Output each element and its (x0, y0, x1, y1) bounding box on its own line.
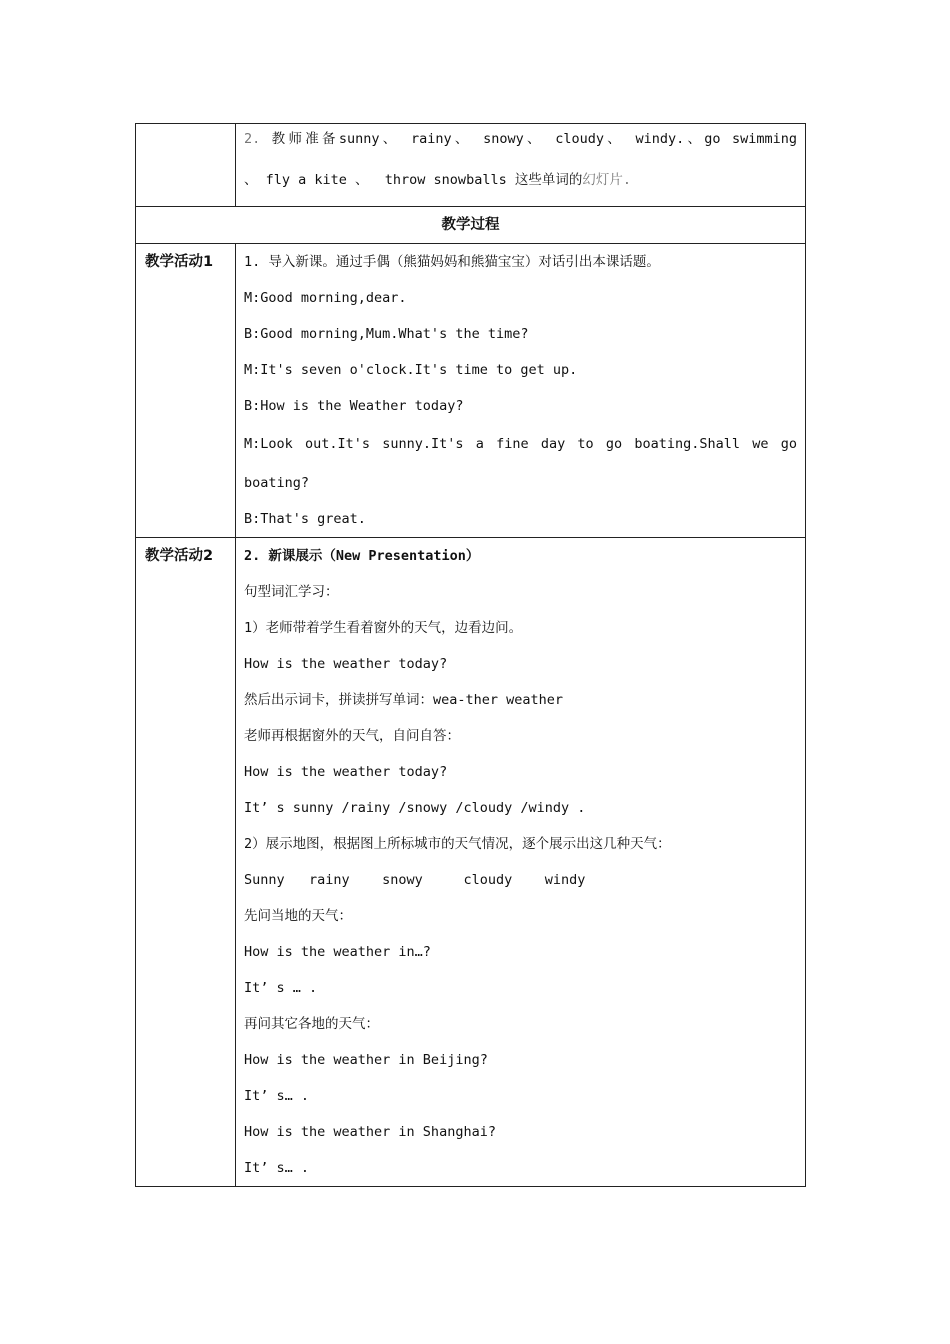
activity-1-line: M:Look out.It's sunny.It's a fine day to go boating.Shall we go (244, 436, 797, 452)
activity-2-line: 2）展示地图，根据图上所标城市的天气情况，逐个展示出这几种天气： (244, 836, 671, 852)
activity-2-line: 然后出示词卡，拼读拼写单词：wea-ther weather (244, 692, 564, 708)
activity-2-line: It’ s sunny /rainy /snowy /cloudy /windy . (244, 800, 586, 816)
activity-2-row (136, 538, 806, 1187)
activity-2-line: How is the weather in Shanghai? (244, 1124, 496, 1140)
prep-line-2-text: 、 fly a kite 、 throw snowballs 这些单词的 (244, 172, 583, 188)
activity-1-line: 1. 导入新课。通过手偶（熊猫妈妈和熊猫宝宝）对话引出本课话题。 (244, 254, 660, 270)
prep-line-1 (244, 124, 797, 165)
activity-2-line: How is the weather in…? (244, 944, 431, 960)
prep-line-1-text: 教师准备sunny、 rainy、 snowy、 cloudy、 windy.、go swimming (260, 131, 797, 147)
activity-2-line: 句型词汇学习： (244, 584, 339, 600)
prep-row (136, 124, 806, 207)
activity-1-line: M:It's seven o'clock.It's time to get up. (244, 362, 578, 378)
activity-2-line: It’ s… . (244, 1088, 310, 1104)
prep-line-2-tail: 幻灯片. (582, 172, 631, 188)
activity-2-line: 先问当地的天气： (244, 908, 352, 924)
prep-number: 2. (244, 131, 261, 147)
activity-2-line: 老师再根据窗外的天气，自问自答： (244, 728, 460, 744)
activity-2-body (236, 538, 806, 1187)
prep-line-2 (244, 165, 797, 206)
activity-2-line: It’ s… . (244, 1160, 310, 1176)
activity-2-line: 1）老师带着学生看着窗外的天气，边看边问。 (244, 620, 523, 636)
lesson-plan-table (135, 123, 806, 1187)
activity-2-label: 教学活动2 (136, 538, 236, 1187)
prep-label-cell (136, 124, 236, 207)
section-heading-row (136, 207, 806, 244)
activity-2-title: 2. 新课展示（New Presentation） (244, 548, 480, 564)
activity-2-line: How is the weather today? (244, 656, 448, 672)
activity-2-line: It’ s … . (244, 980, 318, 996)
activity-1-line: M:Good morning,dear. (244, 290, 407, 306)
activity-1-line: B:That's great. (244, 511, 366, 527)
activity-2-line: How is the weather in Beijing? (244, 1052, 488, 1068)
prep-body-cell (236, 124, 806, 207)
activity-1-line: B:How is the Weather today? (244, 398, 464, 414)
section-heading: 教学过程 (136, 207, 806, 244)
activity-1-body (236, 244, 806, 538)
activity-1-line: boating? (244, 475, 310, 491)
activity-2-line: 再问其它各地的天气： (244, 1016, 379, 1032)
activity-1-label: 教学活动1 (136, 244, 236, 538)
activity-2-line: Sunny rainy snowy cloudy windy (244, 872, 586, 888)
activity-2-line: How is the weather today? (244, 764, 448, 780)
activity-1-row (136, 244, 806, 538)
activity-1-line: B:Good morning,Mum.What's the time? (244, 326, 529, 342)
